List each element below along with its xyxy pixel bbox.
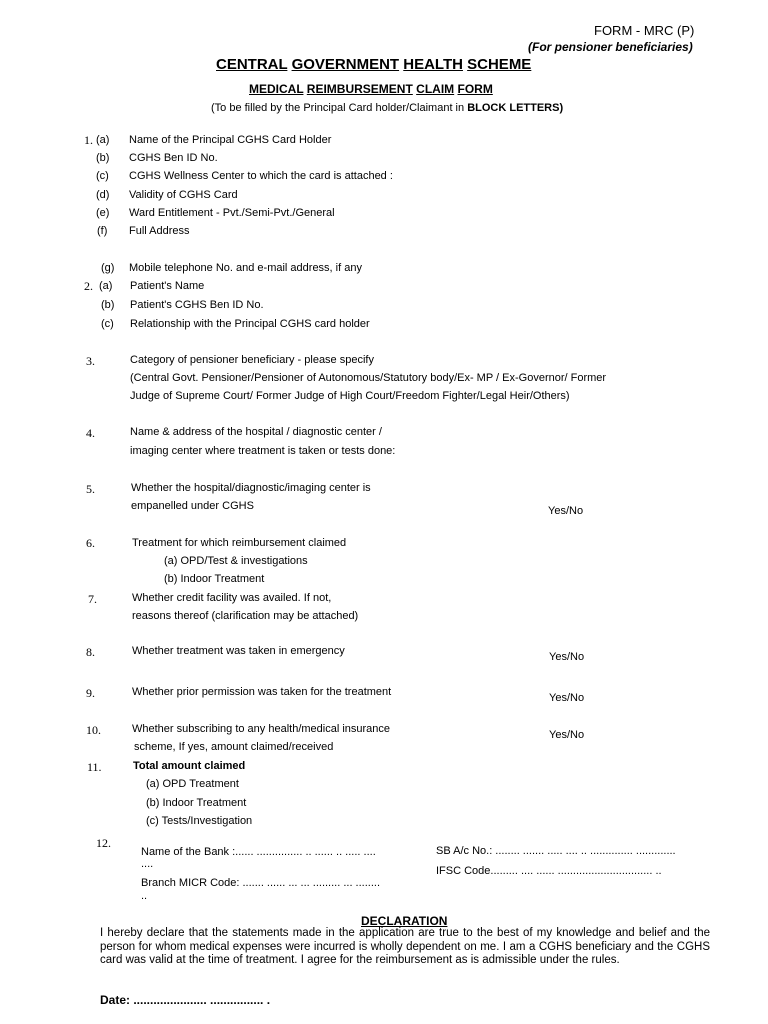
item-number-7: 7. bbox=[88, 592, 97, 606]
yes-no-answer: Yes/No bbox=[549, 692, 585, 704]
form-title-word: REIMBURSEMENT bbox=[306, 82, 413, 96]
field-label-hospital: imaging center where treatment is taken or tests done: bbox=[130, 445, 396, 457]
item-letter: (b) bbox=[101, 299, 115, 311]
yes-no-answer: Yes/No bbox=[549, 729, 585, 741]
form-title-word: MEDICAL bbox=[249, 82, 304, 96]
declaration-heading: DECLARATION bbox=[361, 914, 448, 928]
field-label-wellness-center: CGHS Wellness Center to which the card is attached : bbox=[129, 170, 393, 182]
item-number-8: 8. bbox=[86, 645, 95, 659]
fill-instruction bbox=[211, 102, 563, 114]
field-label-total-amount: Total amount claimed bbox=[133, 760, 246, 772]
field-label-ward-entitlement: Ward Entitlement - Pvt./Semi-Pvt./General bbox=[129, 207, 335, 219]
category-options: (Central Govt. Pensioner/Pensioner of Autonomous/Statutory body/Ex- MP / Ex-Governor/ Former bbox=[130, 372, 607, 384]
amount-indoor: (b) Indoor Treatment bbox=[146, 797, 247, 809]
yes-no-answer: Yes/No bbox=[549, 651, 585, 663]
form-code: FORM - MRC (P) bbox=[594, 23, 695, 38]
field-label-patient-name: Patient's Name bbox=[130, 280, 205, 292]
instruction-text: (To be filled by the Principal Card holder/Claimant in bbox=[211, 102, 468, 114]
field-label-mobile-email: Mobile telephone No. and e-mail address, if any bbox=[129, 262, 362, 274]
item-number-9: 9. bbox=[86, 686, 95, 700]
field-label-relationship: Relationship with the Principal CGHS card holder bbox=[130, 318, 370, 330]
form-title-word: CLAIM bbox=[416, 82, 455, 96]
item-letter: (c) bbox=[101, 318, 114, 330]
scheme-title-word: SCHEME bbox=[467, 56, 532, 73]
item-number-12: 12. bbox=[96, 836, 111, 850]
field-label-insurance: Whether subscribing to any health/medical insurance bbox=[132, 723, 391, 735]
declaration-text: I hereby declare that the statements made in the application are true to the best of my knowledge and belief and the person for whom medical expenses were incurred is wholly dependent on me. I am a CGHS beneficiary and the CGHS card was valid at the time of treatment. I agree for the reimbursement as is admissible under the rules. bbox=[100, 927, 710, 966]
field-label-insurance: scheme, If yes, amount claimed/received bbox=[134, 741, 334, 753]
field-label-card-validity: Validity of CGHS Card bbox=[129, 189, 238, 201]
treatment-option-indoor: (b) Indoor Treatment bbox=[164, 573, 265, 585]
bank-name-field: .... bbox=[141, 858, 154, 870]
item-letter: (e) bbox=[96, 207, 110, 219]
account-number-field: SB A/c No.: ........ ....... ..... .... .. .............. ............. bbox=[436, 845, 676, 857]
bank-name-field: Name of the Bank :...... ............... .. ...... .. ..... .... bbox=[141, 846, 376, 858]
field-label-card-holder-name: Name of the Principal CGHS Card Holder bbox=[129, 134, 332, 146]
field-label-empanelled: Whether the hospital/diagnostic/imaging center is bbox=[131, 482, 371, 494]
form-title-word: FORM bbox=[457, 82, 493, 96]
micr-code-field: .. bbox=[141, 890, 148, 902]
instruction-emphasis: BLOCK LETTERS) bbox=[467, 102, 564, 114]
item-number-2: 2. bbox=[84, 279, 93, 293]
treatment-option-opd: (a) OPD/Test & investigations bbox=[164, 555, 308, 567]
field-label-treatment-type: Treatment for which reimbursement claimed bbox=[132, 537, 347, 549]
item-letter: (c) bbox=[96, 170, 109, 182]
field-label-full-address: Full Address bbox=[129, 225, 190, 237]
scheme-title-word: GOVERNMENT bbox=[291, 56, 400, 73]
field-label-category: Category of pensioner beneficiary - please specify bbox=[130, 354, 374, 366]
category-options: Judge of Supreme Court/ Former Judge of High Court/Freedom Fighter/Legal Heir/Others) bbox=[130, 390, 570, 402]
field-label-credit-facility: Whether credit facility was availed. If not, bbox=[132, 592, 332, 604]
item-number-3: 3. bbox=[86, 354, 95, 368]
item-number-6: 6. bbox=[86, 536, 95, 550]
item-number-5: 5. bbox=[86, 482, 95, 496]
scheme-title-word: CENTRAL bbox=[216, 56, 288, 73]
field-label-ben-id: CGHS Ben ID No. bbox=[129, 152, 218, 164]
field-label-credit-facility: reasons thereof (clarification may be attached) bbox=[132, 610, 359, 622]
field-label-prior-permission: Whether prior permission was taken for the treatment bbox=[132, 686, 392, 698]
date-field: Date: ...................... ................ . bbox=[100, 993, 271, 1007]
item-number-10: 10. bbox=[86, 723, 101, 737]
item-number-4: 4. bbox=[86, 426, 95, 440]
form-subtitle: (For pensioner beneficiaries) bbox=[528, 40, 693, 54]
item-letter: (f) bbox=[97, 225, 108, 237]
form-title bbox=[249, 82, 493, 96]
item-letter: (b) bbox=[96, 152, 110, 164]
field-label-emergency: Whether treatment was taken in emergency bbox=[132, 645, 345, 657]
item-letter: (g) bbox=[101, 262, 115, 274]
item-letter: (a) bbox=[96, 134, 110, 146]
scheme-title bbox=[216, 56, 531, 73]
item-letter: (d) bbox=[96, 189, 110, 201]
item-number-1: 1. bbox=[84, 133, 93, 147]
micr-code-field: Branch MICR Code: ....... ...... ... ... ......... ... ........ bbox=[141, 877, 381, 889]
item-number-11: 11. bbox=[87, 760, 102, 774]
field-label-empanelled: empanelled under CGHS bbox=[131, 500, 254, 512]
field-label-hospital: Name & address of the hospital / diagnostic center / bbox=[130, 426, 382, 438]
scheme-title-word: HEALTH bbox=[403, 56, 463, 73]
item-letter: (a) bbox=[99, 280, 113, 292]
amount-opd: (a) OPD Treatment bbox=[146, 778, 239, 790]
field-label-patient-ben-id: Patient's CGHS Ben ID No. bbox=[130, 299, 264, 311]
amount-tests: (c) Tests/Investigation bbox=[146, 815, 253, 827]
yes-no-answer: Yes/No bbox=[548, 505, 584, 517]
ifsc-code-field: IFSC Code......... .... ...... ............................... .. bbox=[436, 865, 662, 877]
